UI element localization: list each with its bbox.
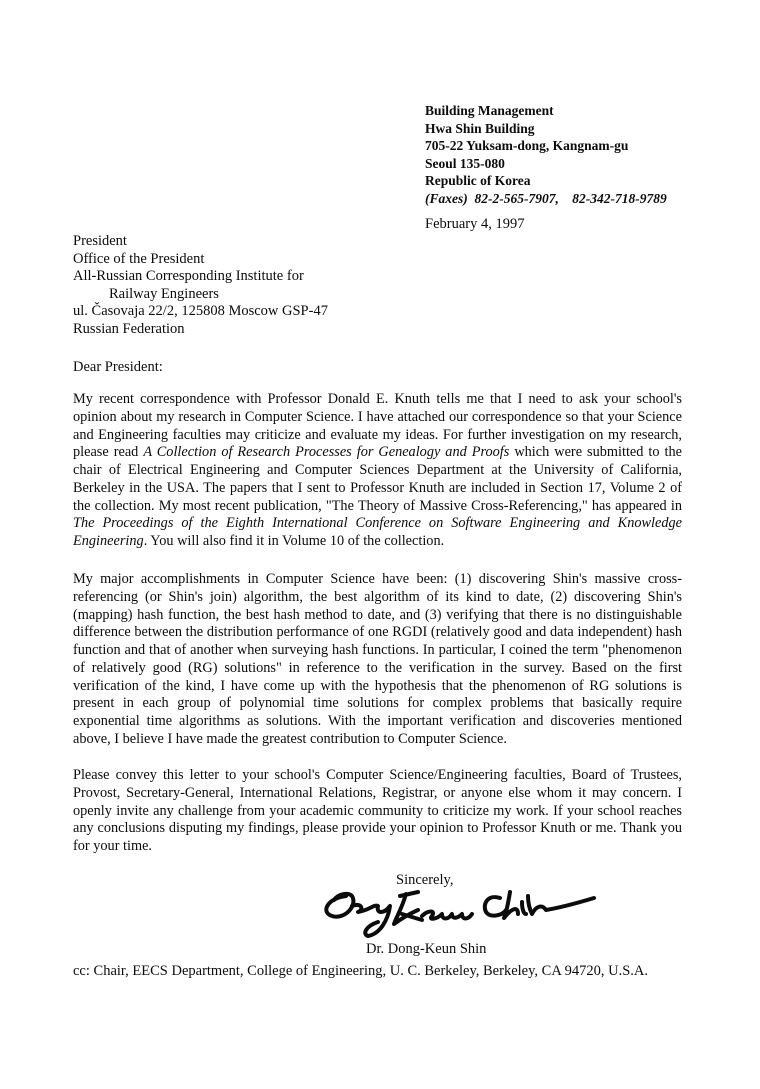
recipient-line-1: President [73, 233, 127, 249]
collection-title: A Collection of Research Processes for Genealogy and Proofs [143, 444, 510, 461]
fax-label: (Faxes) [425, 190, 468, 206]
paragraph-1-part-c: which were submitted to the chair of Electrical Engineering and Computer Sciences Department at the University of California, Berkeley in the USA. The papers that I sent to Professor Knuth are included in Section 17, Volume 2 of the collection. My most recent publication, "The Theory of Massive Cross-Referencing," has appeared in [73, 444, 682, 514]
fax-number-1: 82-2-565-7907, [474, 190, 559, 206]
handwritten-signature [318, 884, 598, 944]
proceedings-title: The Proceedings of the Eighth International Conference on Software Engineering and Knowledge Engineering [73, 515, 682, 549]
sender-line-1: Building Management [425, 103, 554, 118]
paragraph-1-part-a: My recent correspondence with Professor Donald E. Knuth tells me that I need to ask your school's opinion about my research in Computer Science. I have attached our correspondence so that your Science and Engineering faculties may criticize and evaluate my ideas. For further investigation on my research, please read [73, 391, 682, 461]
body-paragraph-1 [73, 391, 682, 551]
body-paragraph-3: Please convey this letter to your school's Computer Science/Engineering faculties, Board of Trustees, Provost, Secretary-General, International Relations, Registrar, or anyone else whom it may concern. I openly invite any challenge from your academic community to criticize my work. If your school reaches any conclusions disputing my findings, please provide your opinion to Professor Knuth or me. Thank you for your time. [73, 767, 682, 854]
recipient-line-5: ul. Časovaja 22/2, 125808 Moscow GSP-47 [73, 303, 328, 320]
cc-line: cc: Chair, EECS Department, College of Engineering, U. C. Berkeley, Berkeley, CA 94720, U.S.A. [73, 963, 649, 979]
recipient-line-2: Office of the President [73, 250, 205, 267]
recipient-line-4: Railway Engineers [109, 285, 219, 302]
salutation: Dear President: [73, 359, 163, 375]
recipient-line-3: All-Russian Corresponding Institute for [73, 268, 304, 285]
body-paragraph-2: My major accomplishments in Computer Science have been: (1) discovering Shin's massive cross-referencing (or Shin's join) algorithm, the best algorithm of its kind to date, (2) discovering Shin's (mapping) hash function, the best hash method to date, and (3) verifying that there is no distinguishable difference between the distribution performance of one RGDI (relatively good and data independent) hash function and that of another when surveying hash functions. In particular, I coined the term "phenomenon of relatively good (RG) solutions" in reference to the verification in the survey. Based on the first verification of the kind, I have come up with the hypothesis that the phenomenon of RG solutions is present in each group of polynomial time solutions for complex problems that basically require exponential time algorithms as solutions. With the important verification and discoveries mentioned above, I believe I have made the greatest contribution to Computer Science. [73, 571, 682, 747]
sender-address-block [425, 102, 745, 207]
letter-date: February 4, 1997 [425, 216, 525, 232]
sender-line-2: Hwa Shin Building [425, 120, 535, 136]
sender-line-5: Republic of Korea [425, 173, 531, 188]
sender-fax-line [425, 190, 745, 208]
sender-line-4: Seoul 135-080 [425, 155, 505, 171]
sender-line-3: 705-22 Yuksam-dong, Kangnam-gu [425, 138, 629, 153]
recipient-line-6: Russian Federation [73, 320, 185, 337]
paragraph-1-part-e: . You will also find it in Volume 10 of the collection. [143, 533, 445, 549]
closing: Sincerely, [396, 872, 454, 888]
signer-name: Dr. Dong-Keun Shin [366, 941, 487, 957]
recipient-address-block [73, 233, 328, 339]
fax-number-2: 82-342-718-9789 [572, 190, 667, 206]
